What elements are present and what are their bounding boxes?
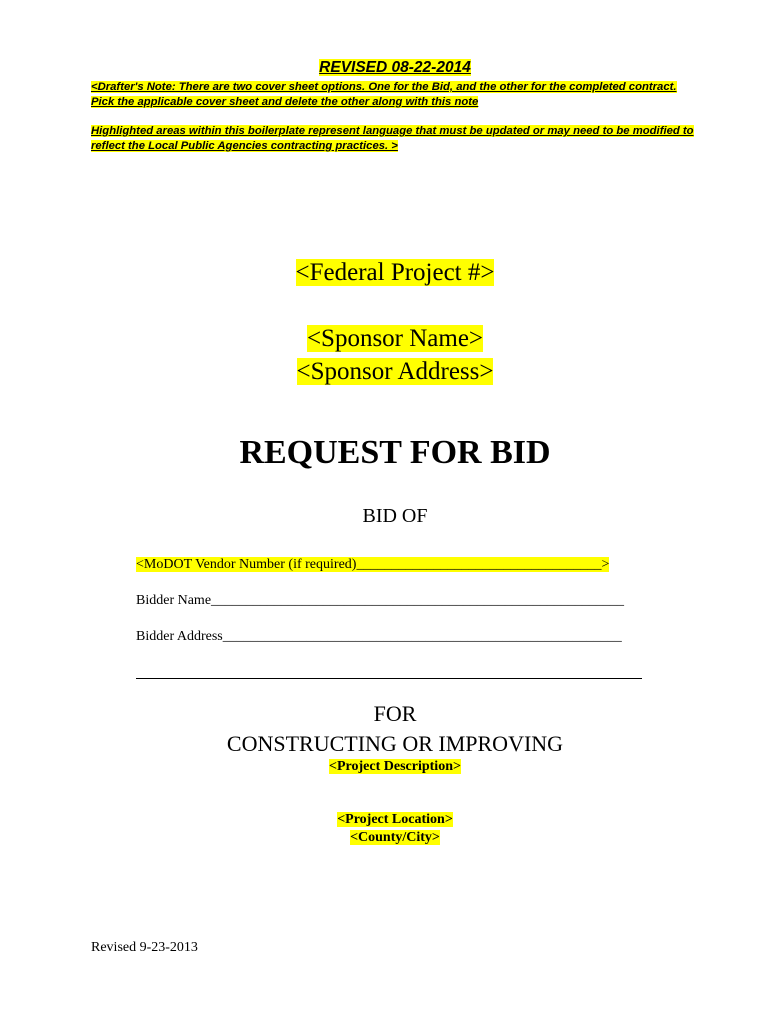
federal-project-text: <Federal Project #> — [295, 259, 495, 286]
project-location — [0, 812, 770, 828]
drafters-note-text: <Drafter's Note: There are two cover sheet options. One for the Bid, and the other for the completed contract. Pick the applicable cover sheet and delete the other along with this note — [91, 81, 677, 108]
sponsor-address — [0, 358, 770, 386]
revised-heading — [0, 59, 770, 77]
drafters-note — [91, 80, 701, 110]
revised-label: REVISED 08-22-2014 — [319, 59, 471, 76]
county-city — [0, 830, 770, 846]
sponsor-address-text: <Sponsor Address> — [296, 358, 494, 385]
bidder-address-line-2[interactable] — [136, 669, 642, 679]
sponsor-name — [0, 325, 770, 353]
document-title: REQUEST FOR BID — [239, 434, 551, 471]
county-city-text: <County/City> — [350, 830, 440, 845]
bidder-address-field[interactable]: Bidder Address_________________________________________________________ — [136, 629, 622, 644]
vendor-number-field[interactable] — [136, 557, 609, 573]
federal-project — [0, 259, 770, 287]
highlight-note — [91, 124, 701, 154]
sponsor-name-text: <Sponsor Name> — [306, 325, 484, 352]
for-label: FOR — [373, 701, 417, 726]
constructing-label: CONSTRUCTING OR IMPROVING — [226, 731, 564, 756]
project-description-text: <Project Description> — [329, 759, 461, 774]
bid-of-label: BID OF — [362, 505, 428, 527]
project-location-text: <Project Location> — [337, 812, 453, 827]
project-description — [0, 759, 770, 775]
bidder-name-field[interactable]: Bidder Name___________________________________________________________ — [136, 593, 625, 608]
vendor-number-text: <MoDOT Vendor Number (if required)___________________________________> — [136, 557, 610, 572]
footer-revised: Revised 9-23-2013 — [91, 940, 198, 955]
highlight-note-text: Highlighted areas within this boilerplate represent language that must be updated or may need to be modified to reflect the Local Public Agencies contracting practices. > — [91, 125, 694, 152]
